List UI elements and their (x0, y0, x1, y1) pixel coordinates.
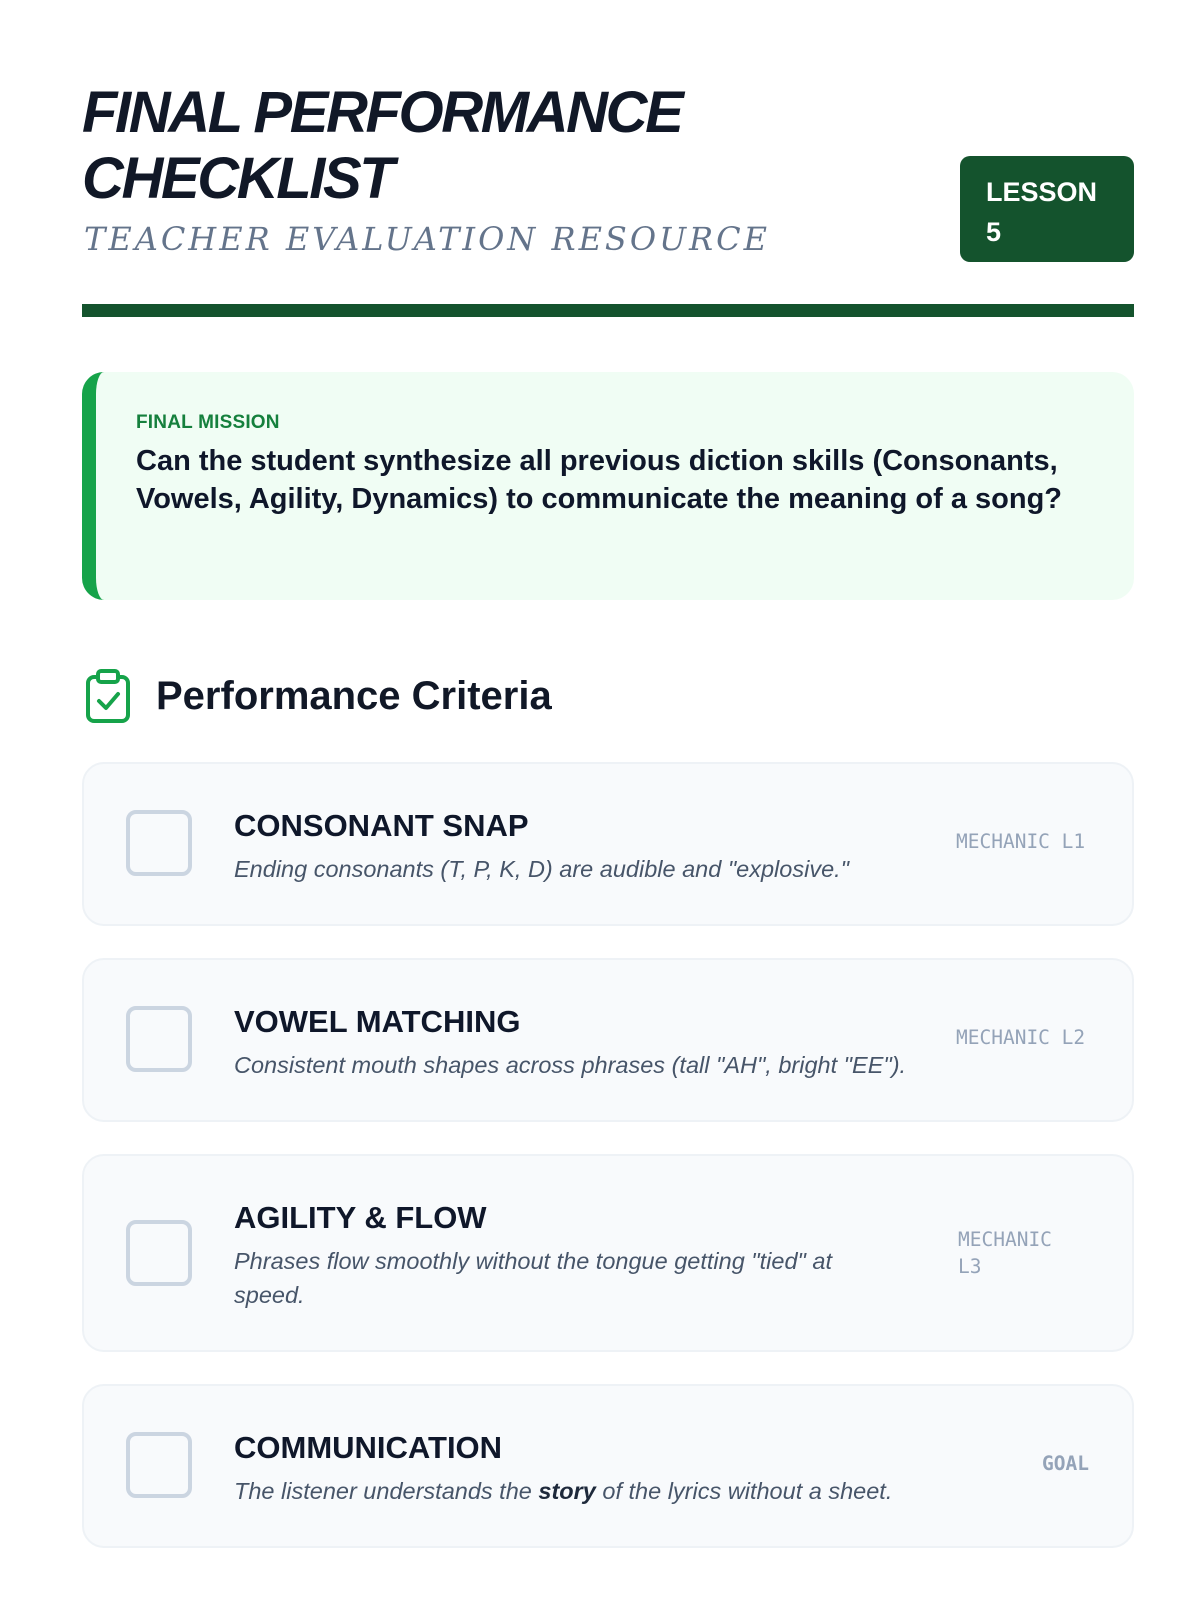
criteria-description-text: of the lyrics without a sheet. (595, 1478, 893, 1504)
criteria-title: COMMUNICATION (234, 1430, 503, 1465)
criteria-checkbox-vowel-matching[interactable] (126, 1006, 192, 1072)
mission-question: Can the student synthesize all previous diction skills (Consonants, Vowels, Agility, Dynamics) to communicate the meaning of a song? (136, 445, 1063, 515)
criteria-description (234, 1474, 994, 1508)
criteria-description-text: The listener understands the (234, 1478, 539, 1504)
criteria-checkbox-consonant-snap[interactable] (126, 810, 192, 876)
criteria-title: AGILITY & FLOW (234, 1200, 487, 1235)
criteria-checkbox-communication[interactable] (126, 1432, 192, 1498)
criteria-description-emphasis: story (538, 1478, 596, 1504)
lesson-badge (960, 156, 1134, 262)
criteria-tag-line-2: L3 (958, 1255, 982, 1278)
criteria-tag-line-1: MECHANIC (958, 1228, 1052, 1251)
header-divider (82, 304, 1134, 317)
page-title (82, 80, 822, 212)
criteria-description: Ending consonants (T, P, K, D) are audible and "explosive." (234, 856, 850, 882)
page-title-line-2: CHECKLIST (82, 146, 393, 211)
page-subtitle: TEACHER EVALUATION RESOURCE (84, 220, 770, 258)
page-title-line-1: FINAL PERFORMANCE (82, 80, 682, 145)
criteria-tag: MECHANIC L1 (956, 830, 1086, 853)
criteria-description: Phrases flow smoothly without the tongue getting "tied" at speed. (234, 1248, 832, 1308)
mission-card (82, 372, 1134, 600)
criteria-tag: MECHANIC L2 (956, 1026, 1086, 1049)
criteria-title: VOWEL MATCHING (234, 1004, 521, 1039)
criteria-title: CONSONANT SNAP (234, 808, 529, 843)
page-header (82, 80, 1134, 312)
criteria-checkbox-agility-flow[interactable] (126, 1220, 192, 1286)
criteria-tag: GOAL (1042, 1452, 1089, 1475)
criteria-item (82, 762, 1134, 926)
criteria-description: Consistent mouth shapes across phrases (tall "AH", bright "EE"). (234, 1052, 907, 1078)
criteria-section-heading (84, 668, 552, 724)
lesson-badge-number: 5 (986, 217, 1002, 247)
clipboard-check-icon (84, 668, 132, 724)
criteria-item (82, 1384, 1134, 1548)
criteria-item (82, 1154, 1134, 1352)
section-title: Performance Criteria (156, 673, 552, 718)
criteria-tag (958, 1226, 1052, 1280)
mission-label: FINAL MISSION (136, 412, 280, 433)
lesson-badge-label: LESSON (986, 177, 1098, 207)
criteria-item (82, 958, 1134, 1122)
